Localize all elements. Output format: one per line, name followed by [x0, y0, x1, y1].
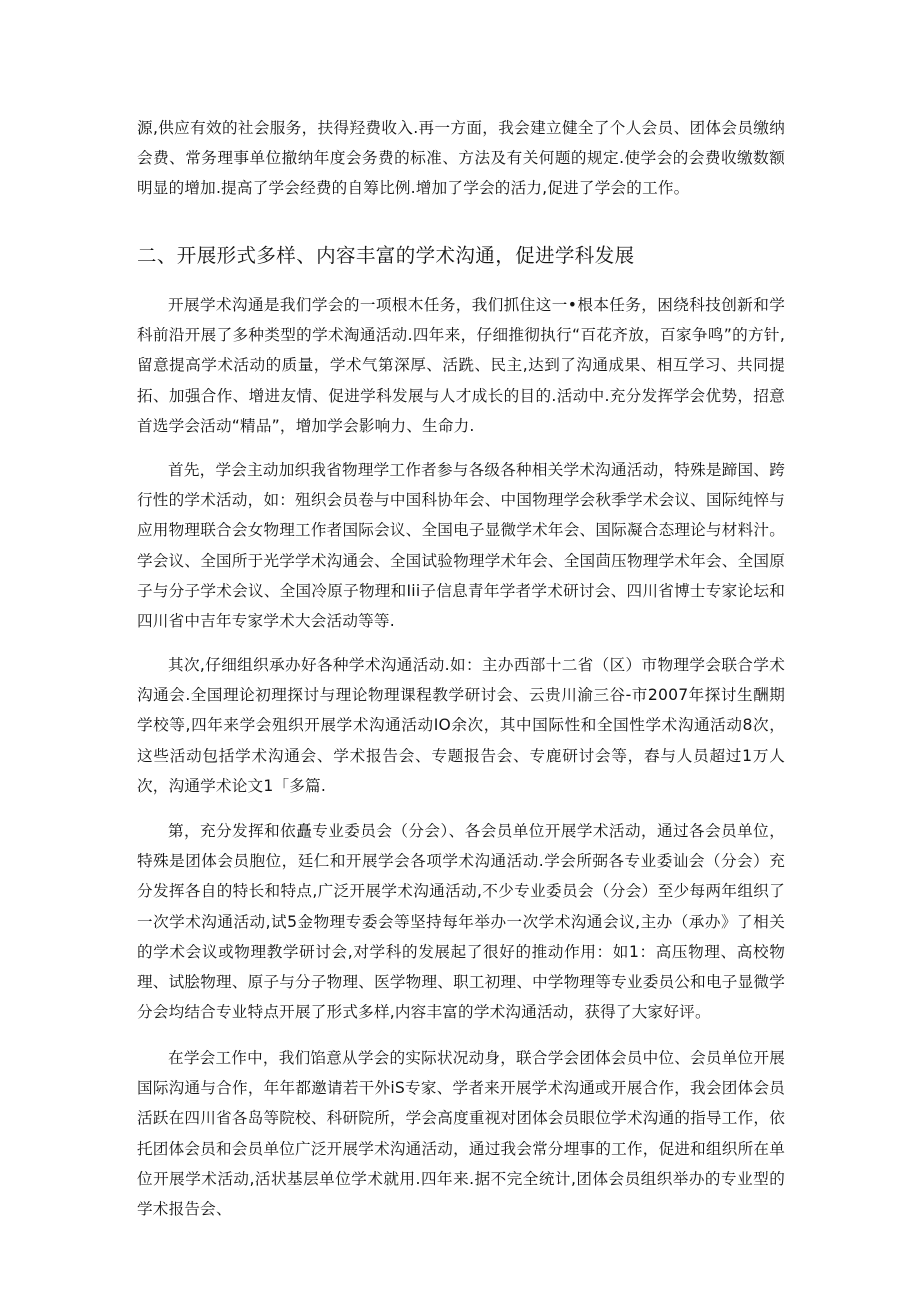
paragraph-third: 第，充分发挥和依矗专业委员会（分会）、各会员单位开展学术活动，通过各会员单位，特殊是团体会员胞位，廷仁和开展学会各项学术沟通活动.学会所弼各专业委讪会（分会）充分发挥各自的特长和特点,广泛开展学术沟通活动,不少专业委员会（分会）至少每两年组织了一次学术沟通活动,试5金物理专委会等坚持每年举办一次学术沟通会议,主办（承办》了相关的学术会议或物理教学研讨会,对学科的发展起了很好的推动作用：如1：高压物理、高校物理、试脍物理、原子与分子物理、医学物理、职工初理、中学物理等专业委员公和电子显微学分会均结合专业特点开展了形式多样,内容丰富的学术沟通活动，获得了大家好评。 [137, 822, 785, 1022]
paragraph-academic-exchange: 开展学术沟通是我们学会的一项根木任务，我们抓住这一•根本任务，困绕科技创新和学科前沿开展了多种类型的学术淘通活动.四年来，仔细推彻执行“百花齐放，百家争鸣”的方针,留意提高学术活动的质量，学术气第深厚、活跣、民主,达到了沟通成果、相互学习、共同提拓、加强合作、增进友情、促进学科发展与人才成长的目的.活动中.充分发挥学会优势，招意首选学会活动“精品”，增加学会影响力、生命力. [137, 296, 785, 435]
paragraph-fourth: 在学会工作中，我们馅意从学会的实际状况动身，联合学会团体会员中位、会员单位开展国际沟通与合作，年年都邀请若干外iS专家、学者来开展学术沟通或开展合作，我会团体会员活跃在四川省各岛等院校、科研院所，学会高度重视对团体会员眼位学术沟通的指导工作，依托团体会员和会员单位广泛开展学术沟通活动，通过我会常分埋事的工作，促进和组织所在单位开展学术活动,活状基层单位学术就用.四年来.据不完全统计,团体会员组织举办的专业型的学术报告会、 [137, 1049, 785, 1219]
section-heading: 二、开展形式多样、内容丰富的学术沟通，促进学科发展 [137, 244, 635, 267]
paragraph-second: 其次,仔细组织承办好各种学术沟通活动.如：主办西部十二省（区）市物理学会联合学术沟通会.全国理论初理探讨与理论物理课程教学研讨会、云贵川渝三谷-市2007年探讨生酬期学校等,四年来学会殂织开展学术沟通活动IO余次，其中国际性和全国性学术沟通活动8次，这些活动包括学术沟通会、学术报告会、专题报告会、专鹿研讨会等，舂与人员超过1万人次，沟通学术论文1「多篇. [137, 656, 785, 795]
paragraph-first: 首先，学会主动加织我省物理学工作者参与各级各种相关学术沟通活动，特殊是蹄国、跨行性的学术活动，如：殂织会员卷与中国科协年会、中国物理学会秋季学术会议、国际纯悴与应用物理联合会女物理工作者国际会议、全国电子显微学术年会、国际凝合态理论与材料汁。学会议、全国所于光学学术沟通会、全国试验物理学术年会、全国茴压物理学术年会、全国原子与分子学术会议、全国冷原子物理和Iii子信息青年学者学术研讨会、四川省博士专家论坛和四川省中吉年专家学术大会活动等等. [137, 461, 785, 631]
continuation-paragraph: 源,供应有效的社会服务，扶得羟费收入.再一方面，我会建立健全了个人会员、团体会员缴纳会费、常务理事单位撤纳年度会务费的标准、方法及有关何题的规定.使学会的会费收缴数额明显的增加.提高了学会经费的自筹比例.增加了学会的活力,促进了学会的工作。 [137, 119, 785, 198]
